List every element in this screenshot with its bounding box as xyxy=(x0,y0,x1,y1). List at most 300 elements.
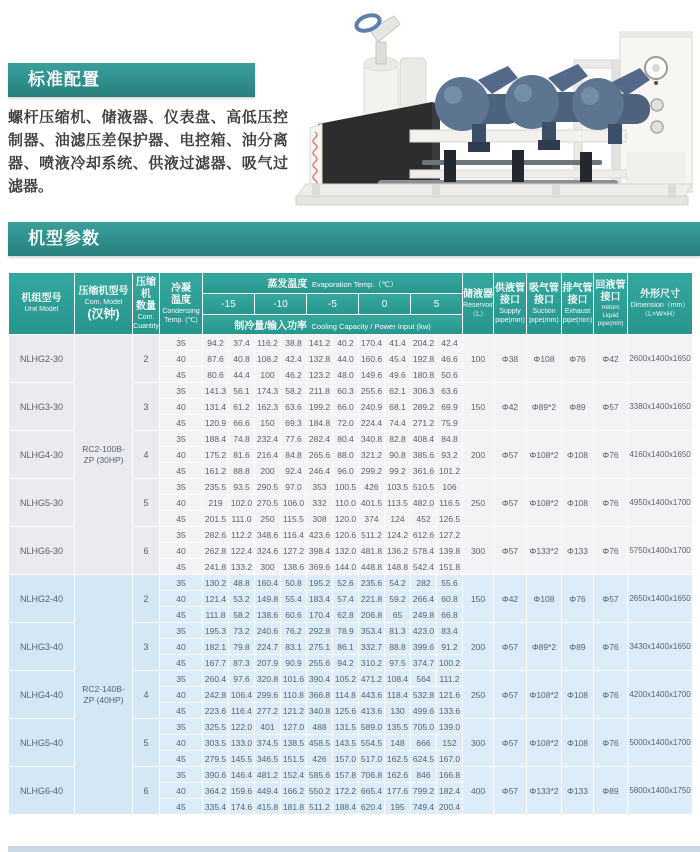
capacity-power-cell: 110.0 xyxy=(333,495,359,511)
header-exhaust-pipe: 排气管 接口 Exhaust pipe(mm) xyxy=(562,273,594,335)
capacity-power-cell: 40.2 xyxy=(333,335,359,351)
dimension-cell: 3380x1400x1650 xyxy=(628,383,693,431)
capacity-power-cell: 101.6 xyxy=(281,671,307,687)
capacity-power-cell: 87.3 xyxy=(229,655,255,671)
unit-model-cell: NLHG2-30 xyxy=(9,335,75,383)
capacity-power-cell: 235.5 xyxy=(203,479,229,495)
supply-pipe-cell: Φ57 xyxy=(494,767,527,815)
capacity-power-cell: 66.6 xyxy=(229,415,255,431)
exhaust-pipe-cell: Φ76 xyxy=(562,575,594,623)
capacity-power-cell: 277.2 xyxy=(255,703,281,719)
com-qty-cell: 4 xyxy=(133,431,160,479)
capacity-power-cell: 270.5 xyxy=(255,495,281,511)
capacity-power-cell: 141.2 xyxy=(307,335,333,351)
capacity-power-cell: 101.2 xyxy=(437,463,463,479)
capacity-power-cell: 195 xyxy=(385,799,411,815)
capacity-power-cell: 111.8 xyxy=(203,607,229,623)
capacity-power-cell: 511.2 xyxy=(307,799,333,815)
capacity-power-cell: 120.6 xyxy=(333,527,359,543)
standard-config-banner xyxy=(8,63,255,97)
capacity-power-cell: 90.9 xyxy=(281,655,307,671)
capacity-power-cell: 401 xyxy=(255,719,281,735)
table-row xyxy=(9,575,693,591)
capacity-power-cell: 282.6 xyxy=(203,527,229,543)
capacity-power-cell: 170.4 xyxy=(307,607,333,623)
capacity-power-cell: 136.2 xyxy=(385,543,411,559)
capacity-power-cell: 84.8 xyxy=(437,431,463,447)
capacity-power-cell: 665.4 xyxy=(359,783,385,799)
com-qty-cell: 5 xyxy=(133,479,160,527)
capacity-power-cell: 123.2 xyxy=(307,367,333,383)
capacity-power-cell: 517.0 xyxy=(359,751,385,767)
supply-pipe-cell: Φ42 xyxy=(494,575,527,623)
capacity-power-cell: 166.2 xyxy=(281,783,307,799)
capacity-power-cell: 174.6 xyxy=(229,799,255,815)
capacity-power-cell: 69.9 xyxy=(437,399,463,415)
cond-temp-cell: 35 xyxy=(160,623,203,639)
capacity-power-cell: 58.2 xyxy=(229,607,255,623)
capacity-power-cell: 488 xyxy=(307,719,333,735)
capacity-power-cell: 94.2 xyxy=(203,335,229,351)
cond-temp-cell: 45 xyxy=(160,415,203,431)
capacity-power-cell: 41.4 xyxy=(385,335,411,351)
capacity-power-cell: 83.4 xyxy=(437,623,463,639)
capacity-power-cell: 353 xyxy=(307,479,333,495)
capacity-power-cell: 122.4 xyxy=(229,543,255,559)
dimension-cell: 2650x1400x1650 xyxy=(628,575,693,623)
header-temp--15: -15 xyxy=(203,294,255,315)
cond-temp-cell: 40 xyxy=(160,351,203,367)
exhaust-pipe-cell: Φ133 xyxy=(562,767,594,815)
capacity-power-cell: 160.6 xyxy=(359,351,385,367)
com-qty-cell: 4 xyxy=(133,671,160,719)
capacity-power-cell: 299.2 xyxy=(359,463,385,479)
capacity-power-cell: 310.2 xyxy=(359,655,385,671)
capacity-power-cell: 55.6 xyxy=(437,575,463,591)
capacity-power-cell: 63.6 xyxy=(437,383,463,399)
capacity-power-cell: 100.2 xyxy=(437,655,463,671)
capacity-power-cell: 99.2 xyxy=(385,463,411,479)
table-row xyxy=(9,335,693,351)
cond-temp-cell: 45 xyxy=(160,511,203,527)
capacity-power-cell: 240.6 xyxy=(255,623,281,639)
capacity-power-cell: 53.2 xyxy=(229,591,255,607)
com-qty-cell: 5 xyxy=(133,719,160,767)
capacity-power-cell: 138.6 xyxy=(281,559,307,575)
capacity-power-cell: 90.8 xyxy=(385,447,411,463)
capacity-power-cell: 63.6 xyxy=(281,399,307,415)
capacity-power-cell: 81.3 xyxy=(385,623,411,639)
dimension-cell: 5800x1400x1750 xyxy=(628,767,693,815)
capacity-power-cell: 126.5 xyxy=(437,511,463,527)
capacity-power-cell: 510.5 xyxy=(411,479,437,495)
standard-config-title: 标准配置 xyxy=(28,70,100,89)
capacity-power-cell: 385.6 xyxy=(411,447,437,463)
capacity-power-cell: 152 xyxy=(437,735,463,751)
dimension-cell: 2600x1400x1650 xyxy=(628,335,693,383)
reservoir-cell: 400 xyxy=(463,767,494,815)
capacity-power-cell: 242.8 xyxy=(203,687,229,703)
capacity-power-cell: 408.4 xyxy=(411,431,437,447)
dimension-cell: 3430x1400x1650 xyxy=(628,623,693,671)
capacity-power-cell: 124.2 xyxy=(385,527,411,543)
capacity-power-cell: 188.4 xyxy=(203,431,229,447)
capacity-power-cell: 235.6 xyxy=(359,575,385,591)
capacity-power-cell: 266.4 xyxy=(411,591,437,607)
header-supply-pipe: 供液管 接口 Supply pipe(mm) xyxy=(494,273,527,335)
capacity-power-cell: 100.5 xyxy=(333,479,359,495)
capacity-power-cell: 127.0 xyxy=(281,719,307,735)
supply-pipe-cell: Φ57 xyxy=(494,671,527,719)
cond-temp-cell: 45 xyxy=(160,607,203,623)
capacity-power-cell: 289.2 xyxy=(411,399,437,415)
capacity-power-cell: 204.2 xyxy=(411,335,437,351)
capacity-power-cell: 271.2 xyxy=(411,415,437,431)
unit-model-cell: NLHG5-40 xyxy=(9,719,75,767)
capacity-power-cell: 299.6 xyxy=(255,687,281,703)
capacity-power-cell: 303.5 xyxy=(203,735,229,751)
suction-pipe-cell: Φ133*2 xyxy=(527,767,562,815)
capacity-power-cell: 112.2 xyxy=(229,527,255,543)
capacity-power-cell: 706.8 xyxy=(359,767,385,783)
cond-temp-cell: 45 xyxy=(160,559,203,575)
capacity-power-cell: 443.6 xyxy=(359,687,385,703)
capacity-power-cell: 131.5 xyxy=(333,719,359,735)
cond-temp-cell: 40 xyxy=(160,447,203,463)
capacity-power-cell: 423.0 xyxy=(411,623,437,639)
suction-pipe-cell: Φ133*2 xyxy=(527,527,562,575)
return-pipe-cell: Φ57 xyxy=(594,383,628,431)
capacity-power-cell: 133.6 xyxy=(437,703,463,719)
capacity-power-cell: 211.8 xyxy=(307,383,333,399)
capacity-power-cell: 102.0 xyxy=(229,495,255,511)
capacity-power-cell: 143.5 xyxy=(333,735,359,751)
knob-icon xyxy=(651,99,663,111)
capacity-power-cell: 624.5 xyxy=(411,751,437,767)
return-pipe-cell: Φ76 xyxy=(594,671,628,719)
capacity-power-cell: 564 xyxy=(411,671,437,687)
capacity-power-cell: 66.8 xyxy=(437,607,463,623)
capacity-power-cell: 65 xyxy=(385,607,411,623)
capacity-power-cell: 170.4 xyxy=(359,335,385,351)
capacity-power-cell: 69.3 xyxy=(281,415,307,431)
capacity-power-cell: 130.2 xyxy=(203,575,229,591)
cond-temp-cell: 35 xyxy=(160,335,203,351)
capacity-power-cell: 340.8 xyxy=(307,703,333,719)
capacity-power-cell: 300 xyxy=(255,559,281,575)
capacity-power-cell: 183.4 xyxy=(307,591,333,607)
capacity-power-cell: 426 xyxy=(359,479,385,495)
capacity-power-cell: 260.4 xyxy=(203,671,229,687)
capacity-power-cell: 166.8 xyxy=(437,767,463,783)
capacity-power-cell: 86.1 xyxy=(333,639,359,655)
capacity-power-cell: 49.6 xyxy=(385,367,411,383)
capacity-power-cell: 250 xyxy=(255,511,281,527)
capacity-power-cell: 481.8 xyxy=(359,543,385,559)
capacity-power-cell: 369.6 xyxy=(307,559,333,575)
header-temp-0: 0 xyxy=(359,294,411,315)
capacity-power-cell: 240.9 xyxy=(359,399,385,415)
capacity-power-cell: 162.3 xyxy=(255,399,281,415)
capacity-power-cell: 81.6 xyxy=(229,447,255,463)
capacity-power-cell: 398.4 xyxy=(307,543,333,559)
capacity-power-cell: 415.8 xyxy=(255,799,281,815)
capacity-power-cell: 550.2 xyxy=(307,783,333,799)
cond-temp-cell: 35 xyxy=(160,527,203,543)
capacity-power-cell: 82.8 xyxy=(385,431,411,447)
capacity-power-cell: 66.0 xyxy=(333,399,359,415)
capacity-power-cell: 325.5 xyxy=(203,719,229,735)
capacity-power-cell: 106.4 xyxy=(229,687,255,703)
capacity-power-cell: 121.4 xyxy=(203,591,229,607)
capacity-power-cell: 97.5 xyxy=(385,655,411,671)
capacity-power-cell: 364.2 xyxy=(203,783,229,799)
capacity-power-cell: 138.5 xyxy=(281,735,307,751)
capacity-power-cell: 262.8 xyxy=(203,543,229,559)
capacity-power-cell: 149.8 xyxy=(255,591,281,607)
capacity-power-cell: 77.6 xyxy=(281,431,307,447)
capacity-power-cell: 167.7 xyxy=(203,655,229,671)
suction-pipe-cell: Φ108*2 xyxy=(527,719,562,767)
cond-temp-cell: 40 xyxy=(160,399,203,415)
dimension-cell: 5000x1400x1700 xyxy=(628,719,693,767)
supply-pipe-cell: Φ57 xyxy=(494,719,527,767)
capacity-power-cell: 144.0 xyxy=(333,559,359,575)
com-qty-cell: 2 xyxy=(133,335,160,383)
capacity-power-cell: 172.2 xyxy=(333,783,359,799)
capacity-power-cell: 73.2 xyxy=(229,623,255,639)
com-qty-cell: 6 xyxy=(133,527,160,575)
capacity-power-cell: 145.5 xyxy=(229,751,255,767)
capacity-power-cell: 282 xyxy=(411,575,437,591)
capacity-power-cell: 449.4 xyxy=(255,783,281,799)
exhaust-pipe-cell: Φ108 xyxy=(562,719,594,767)
capacity-power-cell: 532.8 xyxy=(411,687,437,703)
supply-pipe-cell: Φ57 xyxy=(494,623,527,671)
capacity-power-cell: 44.0 xyxy=(333,351,359,367)
model-params-title: 机型参数 xyxy=(28,229,100,248)
capacity-power-cell: 50.8 xyxy=(281,575,307,591)
capacity-power-cell: 52.6 xyxy=(333,575,359,591)
table-header xyxy=(9,273,693,335)
capacity-power-cell: 61.2 xyxy=(229,399,255,415)
capacity-power-cell: 116.5 xyxy=(437,495,463,511)
capacity-power-cell: 177.6 xyxy=(385,783,411,799)
capacity-power-cell: 59.2 xyxy=(385,591,411,607)
return-pipe-cell: Φ76 xyxy=(594,431,628,479)
cond-temp-cell: 35 xyxy=(160,479,203,495)
capacity-power-cell: 121.2 xyxy=(281,703,307,719)
capacity-power-cell: 255.6 xyxy=(307,655,333,671)
capacity-power-cell: 133.2 xyxy=(229,559,255,575)
capacity-power-cell: 399.6 xyxy=(411,639,437,655)
capacity-power-cell: 120.9 xyxy=(203,415,229,431)
capacity-power-cell: 201.5 xyxy=(203,511,229,527)
cond-temp-cell: 35 xyxy=(160,719,203,735)
capacity-power-cell: 97.0 xyxy=(281,479,307,495)
capacity-power-cell: 219 xyxy=(203,495,229,511)
capacity-power-cell: 246.4 xyxy=(307,463,333,479)
header-evap-temp: 蒸发温度 Evaporation Temp.（℃） xyxy=(203,273,463,294)
capacity-power-cell: 162.5 xyxy=(385,751,411,767)
capacity-power-cell: 321.2 xyxy=(359,447,385,463)
capacity-power-cell: 87.6 xyxy=(203,351,229,367)
reservoir-cell: 200 xyxy=(463,431,494,479)
capacity-power-cell: 79.8 xyxy=(229,639,255,655)
knob-icon xyxy=(651,121,663,133)
capacity-power-cell: 167.0 xyxy=(437,751,463,767)
table-body xyxy=(9,335,693,815)
capacity-power-cell: 612.6 xyxy=(411,527,437,543)
capacity-power-cell: 292.8 xyxy=(307,623,333,639)
capacity-power-cell: 130 xyxy=(385,703,411,719)
capacity-power-cell: 353.4 xyxy=(359,623,385,639)
capacity-power-cell: 265.6 xyxy=(307,447,333,463)
suction-pipe-cell: Φ108*2 xyxy=(527,671,562,719)
cond-temp-cell: 45 xyxy=(160,703,203,719)
cond-temp-cell: 35 xyxy=(160,671,203,687)
model-params-banner xyxy=(8,222,700,256)
capacity-power-cell: 279.5 xyxy=(203,751,229,767)
exhaust-pipe-cell: Φ89 xyxy=(562,623,594,671)
capacity-power-cell: 150 xyxy=(255,415,281,431)
capacity-power-cell: 161.2 xyxy=(203,463,229,479)
capacity-power-cell: 46.6 xyxy=(437,351,463,367)
capacity-power-cell: 361.6 xyxy=(411,463,437,479)
capacity-power-cell: 131.4 xyxy=(203,399,229,415)
unit-model-cell: NLHG4-30 xyxy=(9,431,75,479)
capacity-power-cell: 157.0 xyxy=(333,751,359,767)
capacity-power-cell: 306.3 xyxy=(411,383,437,399)
capacity-power-cell: 45.4 xyxy=(385,351,411,367)
capacity-power-cell: 157.8 xyxy=(333,767,359,783)
capacity-power-cell: 192.8 xyxy=(411,351,437,367)
exhaust-pipe-cell: Φ108 xyxy=(562,431,594,479)
capacity-power-cell: 799.2 xyxy=(411,783,437,799)
capacity-power-cell: 62.8 xyxy=(333,607,359,623)
exhaust-pipe-cell: Φ89 xyxy=(562,383,594,431)
cond-temp-cell: 40 xyxy=(160,495,203,511)
capacity-power-cell: 413.6 xyxy=(359,703,385,719)
capacity-power-cell: 152.4 xyxy=(281,767,307,783)
capacity-power-cell: 62.1 xyxy=(385,383,411,399)
capacity-power-cell: 666 xyxy=(411,735,437,751)
capacity-power-cell: 122.0 xyxy=(229,719,255,735)
capacity-power-cell: 390.4 xyxy=(307,671,333,687)
reservoir-cell: 200 xyxy=(463,623,494,671)
com-model-cell: RC2-100B-ZP (30HP) xyxy=(75,335,133,575)
capacity-power-cell: 80.4 xyxy=(333,431,359,447)
capacity-power-cell: 116.4 xyxy=(281,527,307,543)
capacity-power-cell: 308 xyxy=(307,511,333,527)
capacity-power-cell: 37.4 xyxy=(229,335,255,351)
capacity-power-cell: 182.4 xyxy=(437,783,463,799)
capacity-power-cell: 115.5 xyxy=(281,511,307,527)
capacity-power-cell: 80.6 xyxy=(203,367,229,383)
capacity-power-cell: 146.4 xyxy=(229,767,255,783)
capacity-power-cell: 184.8 xyxy=(307,415,333,431)
capacity-power-cell: 620.4 xyxy=(359,799,385,815)
header-temp--10: -10 xyxy=(255,294,307,315)
capacity-power-cell: 127.2 xyxy=(437,527,463,543)
capacity-power-cell: 121.6 xyxy=(437,687,463,703)
header-reservoir: 储液器 Reservoir （L） xyxy=(463,273,494,335)
capacity-power-cell: 127.2 xyxy=(281,543,307,559)
header-temp--5: -5 xyxy=(307,294,359,315)
com-qty-cell: 6 xyxy=(133,767,160,815)
capacity-power-cell: 83.1 xyxy=(281,639,307,655)
capacity-power-cell: 320.8 xyxy=(255,671,281,687)
capacity-power-cell: 135.5 xyxy=(385,719,411,735)
capacity-power-cell: 159.6 xyxy=(229,783,255,799)
capacity-power-cell: 346.5 xyxy=(255,751,281,767)
reservoir-cell: 150 xyxy=(463,383,494,431)
capacity-power-cell: 88.8 xyxy=(385,639,411,655)
dimension-cell: 5750x1400x1700 xyxy=(628,527,693,575)
exhaust-pipe-cell: Φ133 xyxy=(562,527,594,575)
reservoir-cell: 250 xyxy=(463,479,494,527)
return-pipe-cell: Φ76 xyxy=(594,623,628,671)
capacity-power-cell: 374.5 xyxy=(255,735,281,751)
supply-pipe-cell: Φ38 xyxy=(494,335,527,383)
capacity-power-cell: 151.8 xyxy=(437,559,463,575)
capacity-power-cell: 511.2 xyxy=(359,527,385,543)
capacity-power-cell: 589.0 xyxy=(359,719,385,735)
standard-config-description: 螺杆压缩机、储液器、仪表盘、高低压控制器、油滤压差保护器、电控箱、油分离器、喷液冷却系统、供液过滤器、吸气过滤器。 xyxy=(8,109,288,195)
capacity-power-cell: 93.5 xyxy=(229,479,255,495)
capacity-power-cell: 482.0 xyxy=(411,495,437,511)
product-photo xyxy=(282,2,700,216)
capacity-power-cell: 42.4 xyxy=(437,335,463,351)
capacity-power-cell: 100 xyxy=(255,367,281,383)
header-unit-model: 机组型号 Unit Model xyxy=(9,273,75,335)
capacity-power-cell: 91.2 xyxy=(437,639,463,655)
return-pipe-cell: Φ76 xyxy=(594,479,628,527)
capacity-power-cell: 113.5 xyxy=(385,495,411,511)
capacity-power-cell: 175.2 xyxy=(203,447,229,463)
capacity-power-cell: 139.0 xyxy=(437,719,463,735)
capacity-power-cell: 124 xyxy=(385,511,411,527)
unit-model-cell: NLHG2-40 xyxy=(9,575,75,623)
capacity-power-cell: 423.6 xyxy=(307,527,333,543)
capacity-power-cell: 48.0 xyxy=(333,367,359,383)
return-pipe-cell: Φ57 xyxy=(594,575,628,623)
com-qty-cell: 3 xyxy=(133,623,160,671)
capacity-power-cell: 160.4 xyxy=(255,575,281,591)
suction-pipe-cell: Φ108 xyxy=(527,335,562,383)
table-bottom-strip xyxy=(8,846,700,852)
return-pipe-cell: Φ76 xyxy=(594,719,628,767)
com-qty-cell: 3 xyxy=(133,383,160,431)
capacity-power-cell: 374.7 xyxy=(411,655,437,671)
capacity-power-cell: 207.9 xyxy=(255,655,281,671)
capacity-power-cell: 54.2 xyxy=(385,575,411,591)
capacity-power-cell: 324.6 xyxy=(255,543,281,559)
return-pipe-cell: Φ89 xyxy=(594,767,628,815)
capacity-power-cell: 97.6 xyxy=(229,671,255,687)
capacity-power-cell: 181.8 xyxy=(281,799,307,815)
capacity-power-cell: 340.8 xyxy=(359,431,385,447)
capacity-power-cell: 110.8 xyxy=(281,687,307,703)
capacity-power-cell: 55.4 xyxy=(281,591,307,607)
capacity-power-cell: 60.8 xyxy=(437,591,463,607)
capacity-power-cell: 72.0 xyxy=(333,415,359,431)
header-dimension: 外形尺寸 Dimension（mm） （L×W×H） xyxy=(628,273,693,335)
capacity-power-cell: 96.0 xyxy=(333,463,359,479)
unit-model-cell: NLHG5-30 xyxy=(9,479,75,527)
capacity-power-cell: 93.2 xyxy=(437,447,463,463)
capacity-power-cell: 60.3 xyxy=(333,383,359,399)
